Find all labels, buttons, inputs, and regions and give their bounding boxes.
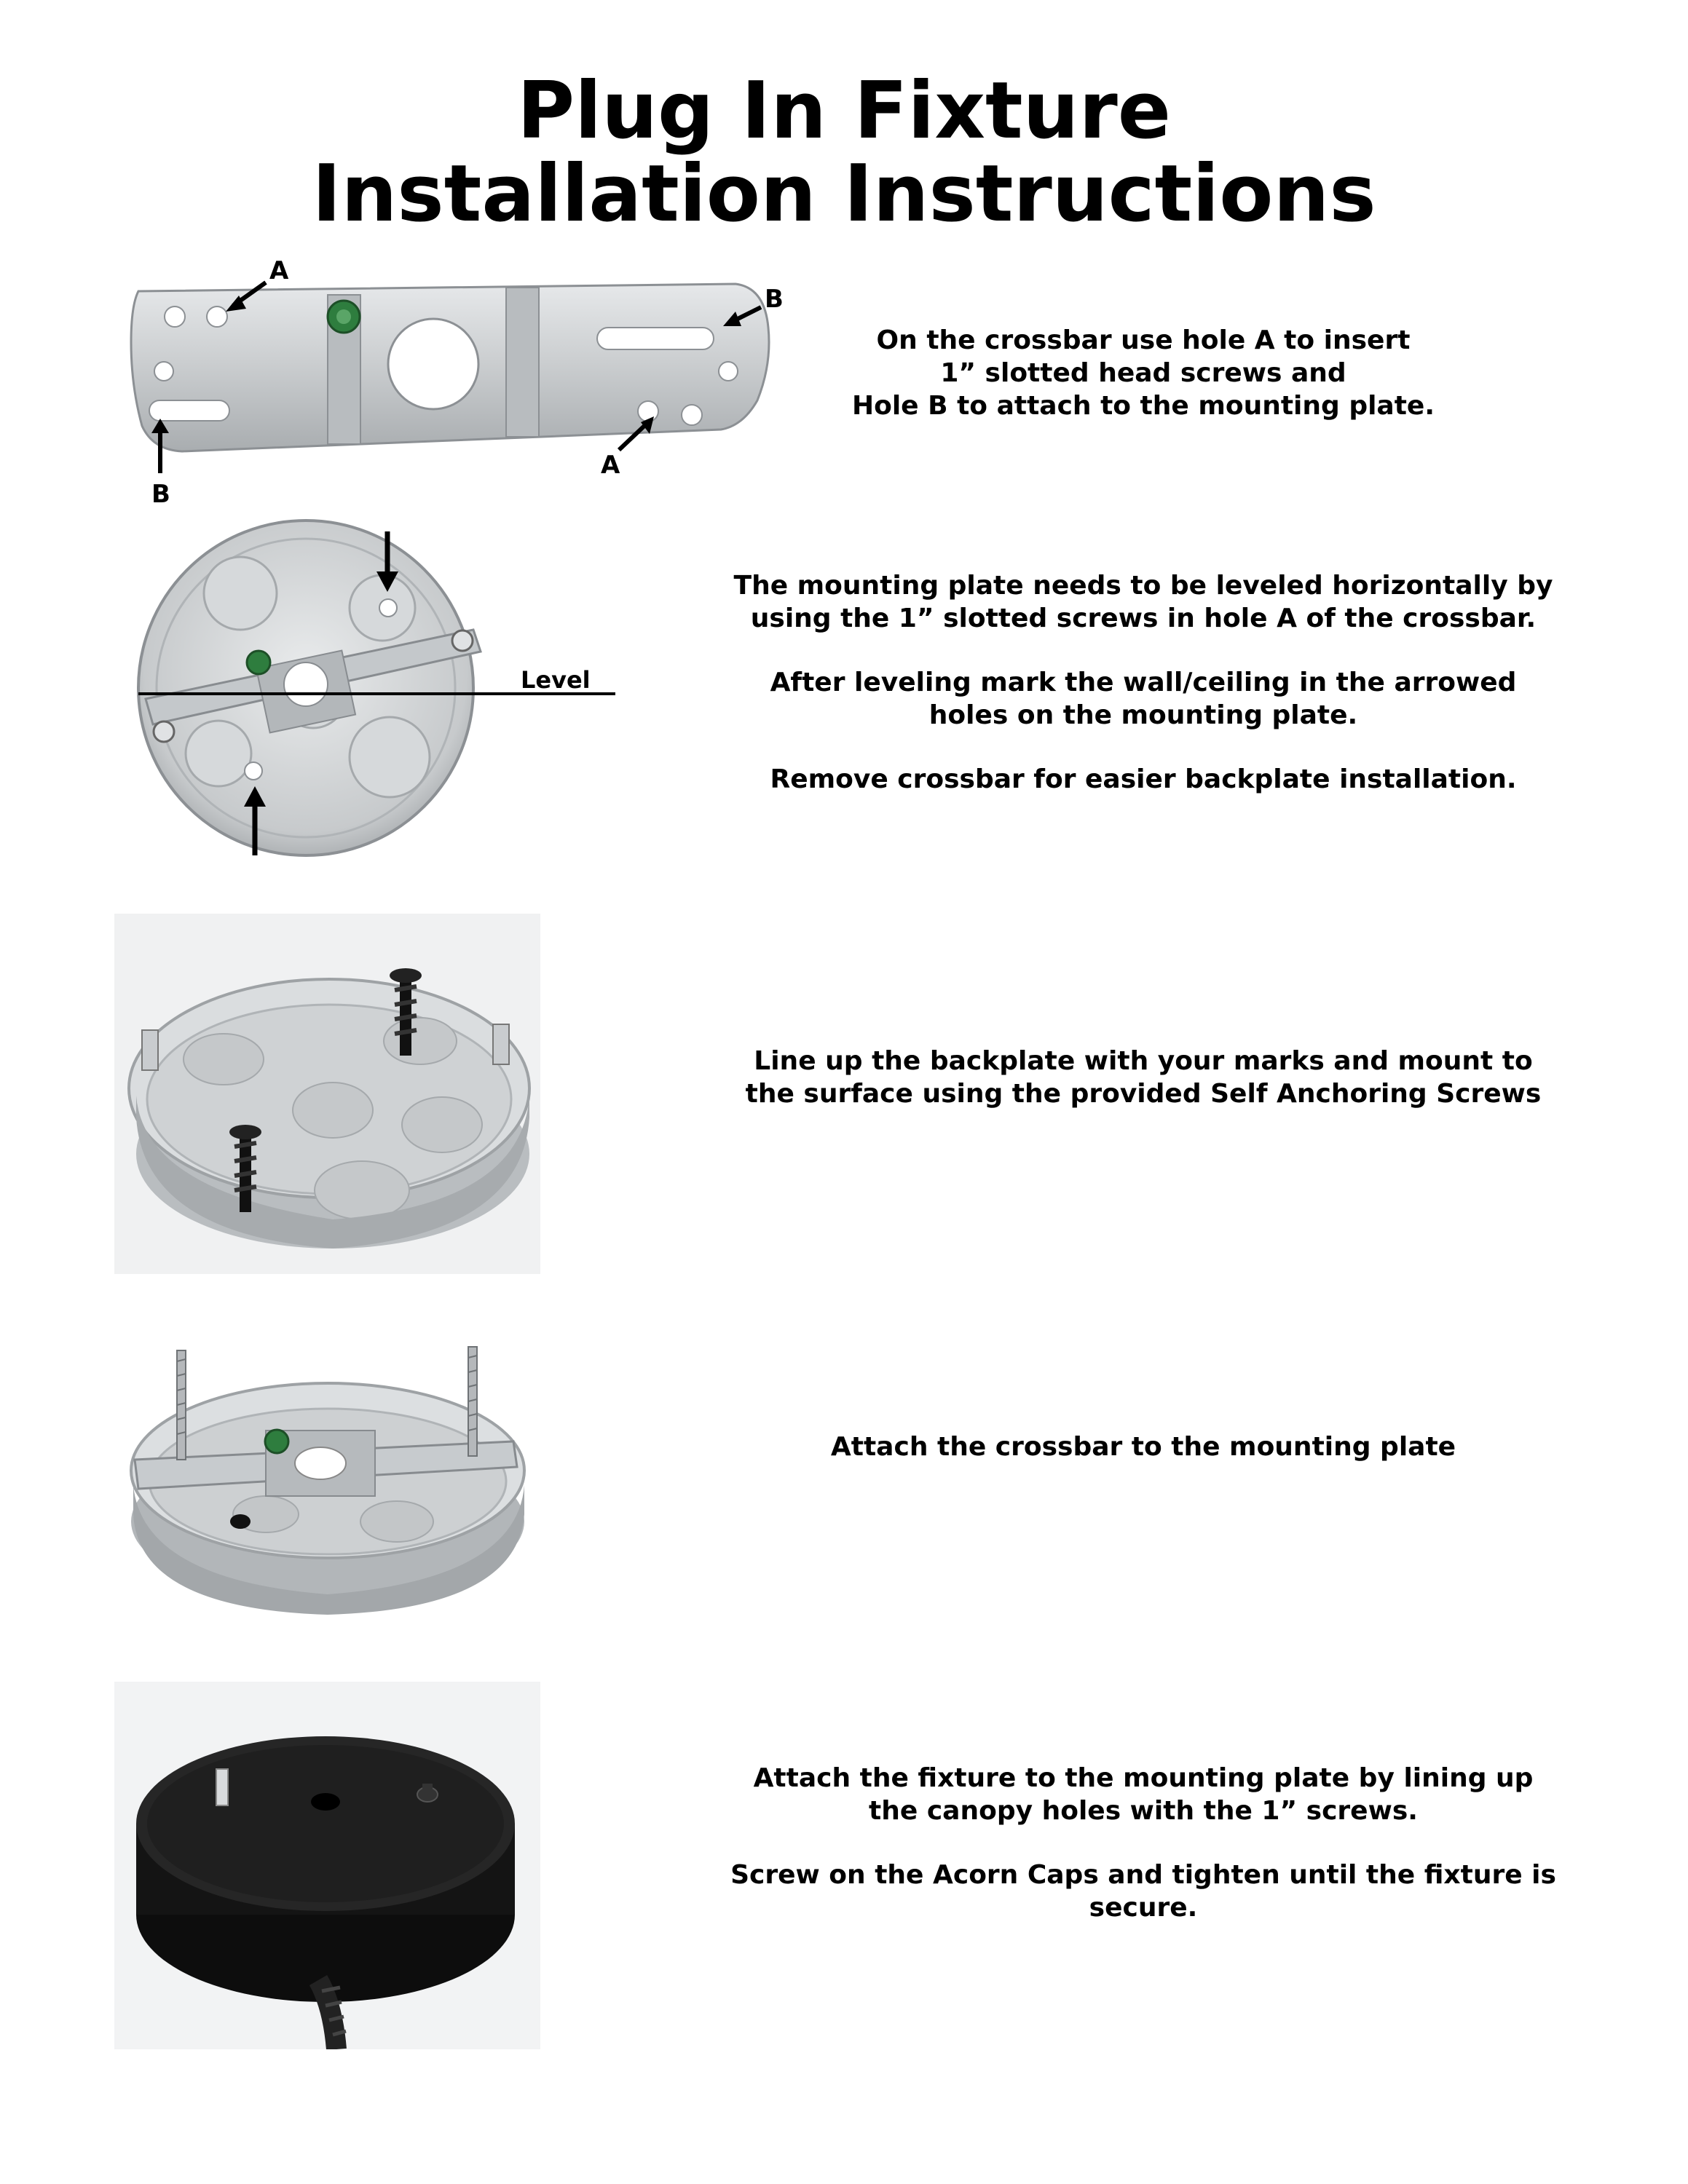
label-a-top: A (269, 256, 289, 285)
step-1-line-1: On the crossbar use hole A to insert (876, 325, 1411, 355)
step-3-instructions (728, 1045, 1558, 1142)
crossbar-image (109, 255, 808, 510)
step-1-line-3: Hole B to attach to the mounting plate. (851, 391, 1435, 421)
page-title-line-2: Installation Instructions (312, 149, 1376, 240)
step-1-instructions (786, 324, 1500, 422)
step-2-paragraph-2: After leveling mark the wall/ceiling in the arrowed holes on the mounting plate. (770, 668, 1517, 730)
label-b-right: B (765, 285, 784, 314)
threaded-rod (177, 1350, 186, 1460)
step-2-instructions (728, 569, 1558, 827)
label-a-bottom: A (601, 451, 620, 480)
step-3-paragraph-1: Line up the backplate with your marks and mount to the surface using the provided Self Anchoring Screws (745, 1046, 1542, 1109)
backplate-screws-image (114, 914, 540, 1274)
threaded-rod (468, 1347, 477, 1456)
label-b-left: B (151, 480, 170, 509)
crossbar-attached-image (120, 1340, 543, 1616)
step-4-paragraph-1: Attach the crossbar to the mounting plate (830, 1432, 1456, 1462)
step-5-paragraph-2: Screw on the Acorn Caps and tighten until the fixture is secure. (730, 1860, 1556, 1923)
step-1-line-2: 1” slotted head screws and (940, 358, 1346, 388)
step-2-paragraph-3: Remove crossbar for easier backplate installation. (770, 764, 1517, 794)
step-5-paragraph-1: Attach the fixture to the mounting plate by lining up the canopy holes with the 1” screws. (753, 1763, 1534, 1826)
mounting-plate-level-image (131, 513, 619, 870)
label-level: Level (521, 666, 591, 694)
step-2-paragraph-1: The mounting plate needs to be leveled horizontally by using the 1” slotted screws in hole A of the crossbar. (733, 571, 1553, 633)
step-5-instructions (728, 1762, 1558, 1955)
page-title-line-1: Plug In Fixture (516, 66, 1172, 157)
black-canopy-image (114, 1682, 540, 2049)
step-4-instructions (728, 1431, 1558, 1495)
